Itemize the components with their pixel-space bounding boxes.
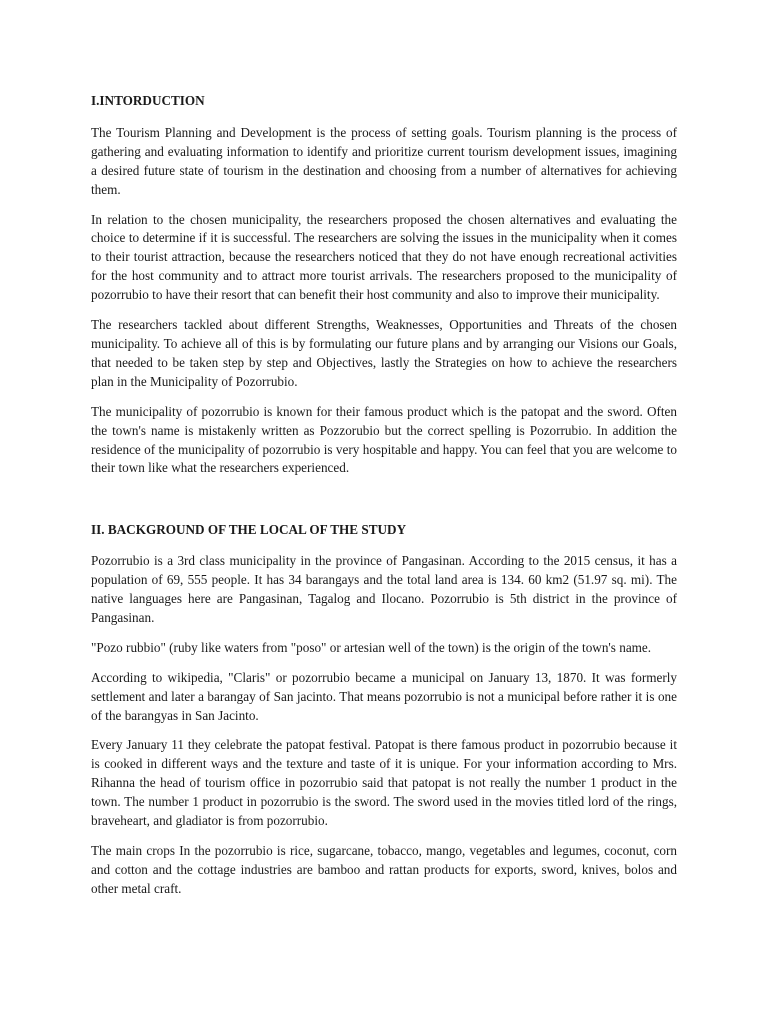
paragraph: Every January 11 they celebrate the patopat festival. Patopat is there famous product in pozorrubio because it is cooked in different ways and the texture and taste of it is unique. For your information according to Mrs. Rihanna the head of tourism office in pozorrubio said that patopat is not really the number 1 product in the town. The number 1 product in pozorrubio is the sword. The sword used in the movies titled lord of the rings, braveheart, and gladiator is from pozorrubio. bbox=[91, 737, 677, 829]
paragraph: The municipality of pozorrubio is known for their famous product which is the patopat and the sword. Often the town's name is mistakenly written as Pozzorubio but the correct spelling is Pozorrubio. In addition the residence of the municipality of pozorrubio is very hospitable and happy. You can feel that you are welcome to their town like what the researchers experienced. bbox=[91, 403, 677, 476]
paragraph: According to wikipedia, "Claris" or pozorrubio became a municipal on January 13, 1870. It was formerly settlement and later a barangay of San jacinto. That means pozorrubio is not a municipal before rather it is one of the barangyas in San Jacinto. bbox=[91, 669, 677, 723]
section-heading-introduction: I.INTORDUCTION bbox=[91, 93, 205, 108]
paragraph: The Tourism Planning and Development is the process of setting goals. Tourism planning is the process of gathering and evaluating information to identify and prioritize current tourism development issues, imagining a desired future state of tourism in the destination and choosing from a number of alternatives for achieving them. bbox=[91, 124, 677, 197]
document-page bbox=[91, 90, 677, 899]
paragraph: The researchers tackled about different Strengths, Weaknesses, Opportunities and Threats of the chosen municipality. To achieve all of this is by formulating our future plans and by arranging our Visions our Goals, that needed to be taken step by step and Objectives, lastly the Strategies on how to achieve the researchers plan in the Municipality of Pozorrubio. bbox=[91, 317, 677, 389]
paragraph: Pozorrubio is a 3rd class municipality in the province of Pangasinan. According to the 2015 census, it has a population of 69, 555 people. It has 34 barangays and the total land area is 134. 60 km2 (51.97 sq. mi). The native languages here are Pangasinan, Tagalog and Ilocano. Pozorrubio is 5th district in the province of Pangasinan. bbox=[91, 553, 677, 625]
paragraph: In relation to the chosen municipality, the researchers proposed the chosen alternatives and evaluating the choice to determine if it is successful. The researchers are solving the issues in the municipality when it comes to their tourist attraction, because the researchers noticed that they do not have enough recreational activities for the host community and to attract more tourist arrivals. The researchers proposed to the municipality of pozorrubio to have their resort that can benefit their host community and also to improve their municipality. bbox=[91, 211, 677, 303]
paragraph: "Pozo rubbio" (ruby like waters from "poso" or artesian well of the town) is the origin of the town's name. bbox=[91, 639, 652, 655]
section-heading-background: II. BACKGROUND OF THE LOCAL OF THE STUDY bbox=[91, 522, 407, 538]
paragraph: The main crops In the pozorrubio is rice, sugarcane, tobacco, mango, vegetables and legumes, coconut, corn and cotton and the cottage industries are bamboo and rattan products for exports, sword, knives, bolos and other metal craft. bbox=[91, 843, 677, 896]
